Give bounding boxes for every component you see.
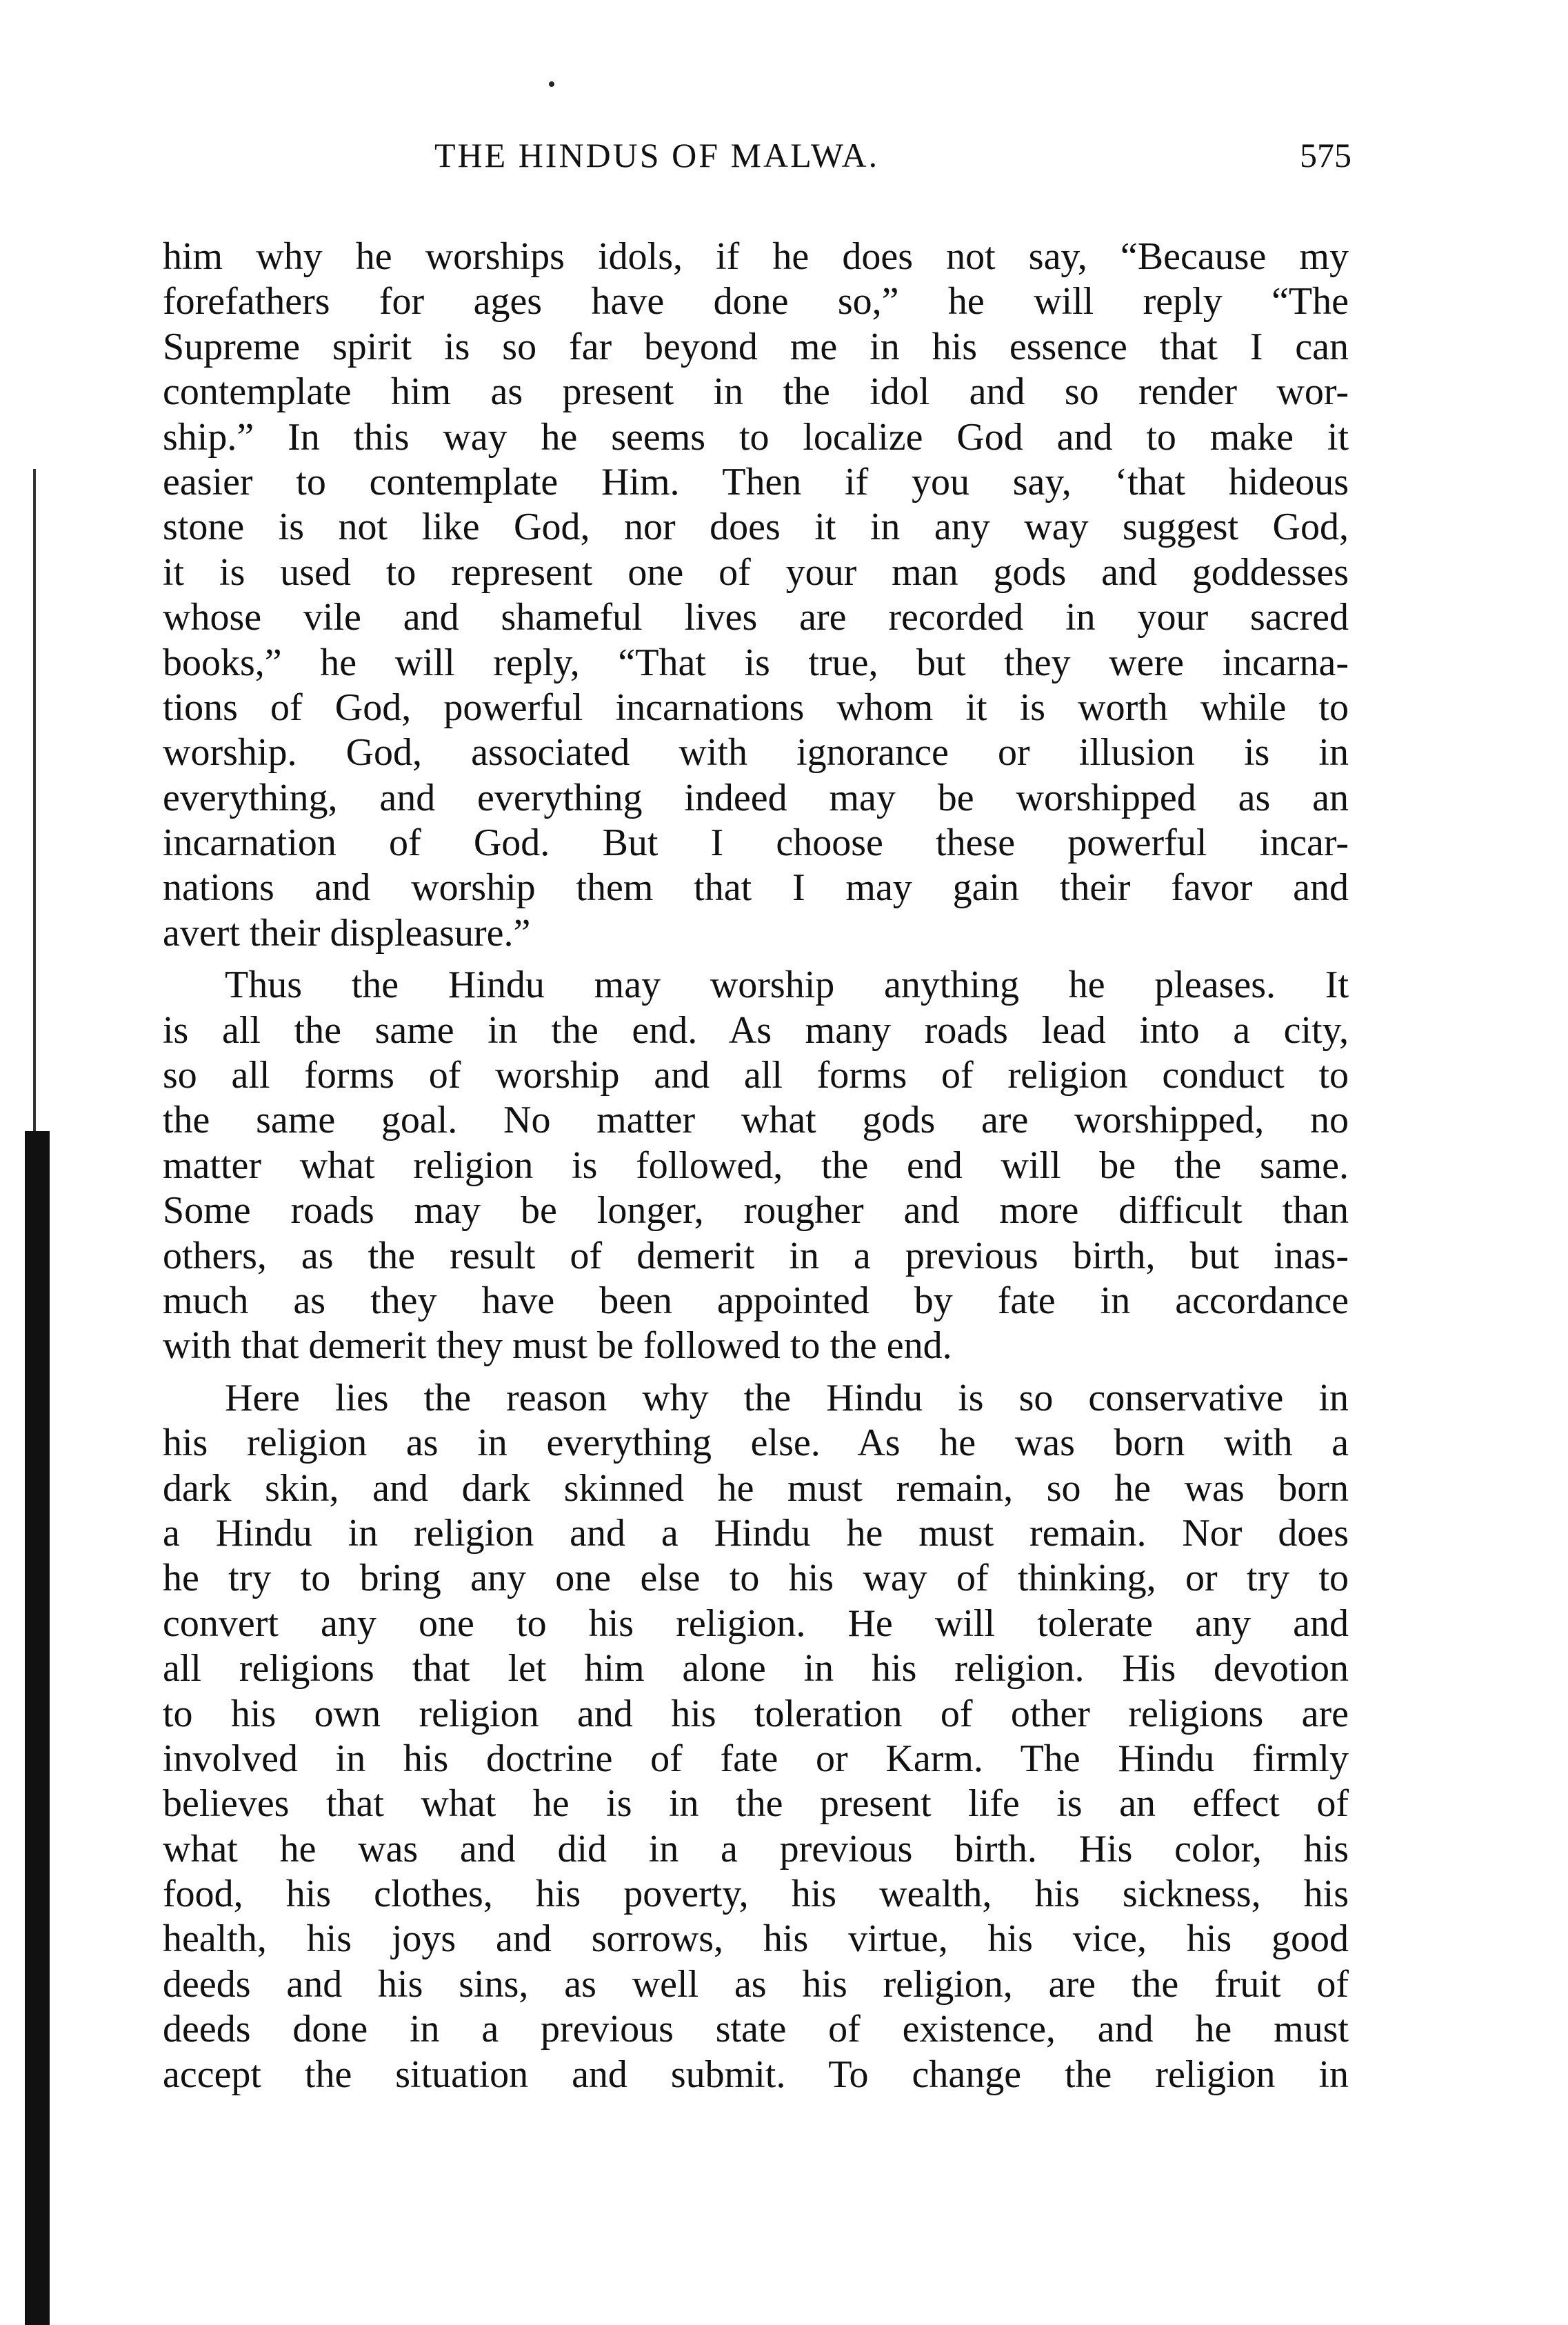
binding-shadow — [25, 1131, 50, 2325]
text-line: health, his joys and sorrows, his virtue, his vice, his good — [163, 1917, 1349, 1961]
text-line: books,” he will reply, “That is true, but they were incarna- — [163, 641, 1349, 684]
text-line: forefathers for ages have done so,” he will reply “The — [163, 280, 1349, 323]
running-title: THE HINDUS OF MALWA. — [434, 136, 880, 174]
text-line: it is used to represent one of your man gods and goddesses — [163, 550, 1349, 594]
text-line: believes that what he is in the present life is an effect of — [163, 1782, 1349, 1826]
text-line: deeds done in a previous state of existence, and he must — [163, 2008, 1349, 2051]
text-line: nations and worship them that I may gain their favor and — [163, 866, 1349, 910]
text-line: worship. God, associated with ignorance or illusion is in — [163, 731, 1349, 775]
text-line: tions of God, powerful incarnations whom it is worth while to — [163, 686, 1349, 729]
text-line: matter what religion is followed, the end will be the same. — [163, 1144, 1349, 1187]
text-line: Thus the Hindu may worship anything he pleases. It — [225, 964, 1349, 1007]
text-line: all religions that let him alone in his religion. His devotion — [163, 1647, 1349, 1690]
paragraph — [163, 1376, 1349, 2097]
text-line: avert their displeasure.” — [163, 911, 531, 955]
text-line: him why he worships idols, if he does not say, “Because my — [163, 235, 1349, 278]
text-line: contemplate him as present in the idol and so render wor- — [163, 370, 1349, 414]
text-line: whose vile and shameful lives are recorded in your sacred — [163, 596, 1349, 639]
text-line: ship.” In this way he seems to localize God and to make it — [163, 415, 1349, 459]
page-number: 575 — [1300, 136, 1351, 174]
text-line: Supreme spirit is so far beyond me in his essence that I can — [163, 325, 1349, 368]
text-line: involved in his doctrine of fate or Karm. The Hindu firmly — [163, 1737, 1349, 1780]
ink-speck — [549, 81, 554, 87]
text-line: convert any one to his religion. He will tolerate any and — [163, 1601, 1349, 1645]
text-line: the same goal. No matter what gods are worshipped, no — [163, 1099, 1349, 1142]
text-line: incarnation of God. But I choose these powerful incar- — [163, 821, 1349, 865]
text-line: a Hindu in religion and a Hindu he must remain. Nor does — [163, 1511, 1349, 1555]
text-line: food, his clothes, his poverty, his wealth, his sickness, his — [163, 1873, 1349, 1916]
text-line: with that demerit they must be followed to the end. — [163, 1324, 952, 1368]
text-line: what he was and did in a previous birth. His color, his — [163, 1827, 1349, 1870]
body-text — [163, 235, 1349, 2097]
text-line: much as they have been appointed by fate in accordance — [163, 1279, 1349, 1322]
text-line: Some roads may be longer, rougher and more difficult than — [163, 1189, 1349, 1233]
binding-line — [33, 469, 36, 1131]
text-line: he try to bring any one else to his way of thinking, or try to — [163, 1557, 1349, 1600]
text-line: his religion as in everything else. As he was born with a — [163, 1421, 1349, 1465]
text-line: to his own religion and his toleration of other religions are — [163, 1692, 1349, 1735]
text-line: accept the situation and submit. To change the religion in — [163, 2053, 1349, 2096]
text-line: easier to contemplate Him. Then if you say, ‘that hideous — [163, 460, 1349, 503]
text-line: Here lies the reason why the Hindu is so conservative in — [225, 1376, 1349, 1419]
text-line: others, as the result of demerit in a previous birth, but inas- — [163, 1234, 1349, 1277]
paragraph — [163, 963, 1349, 1369]
text-line: dark skin, and dark skinned he must remain, so he was born — [163, 1466, 1349, 1510]
text-line: stone is not like God, nor does it in any way suggest God, — [163, 506, 1349, 549]
text-line: is all the same in the end. As many roads lead into a city, — [163, 1008, 1349, 1052]
text-line: everything, and everything indeed may be worshipped as an — [163, 776, 1349, 819]
text-line: deeds and his sins, as well as his religion, are the fruit of — [163, 1962, 1349, 2006]
paragraph — [163, 235, 1349, 956]
text-line: so all forms of worship and all forms of religion conduct to — [163, 1054, 1349, 1097]
running-head — [159, 135, 1351, 190]
